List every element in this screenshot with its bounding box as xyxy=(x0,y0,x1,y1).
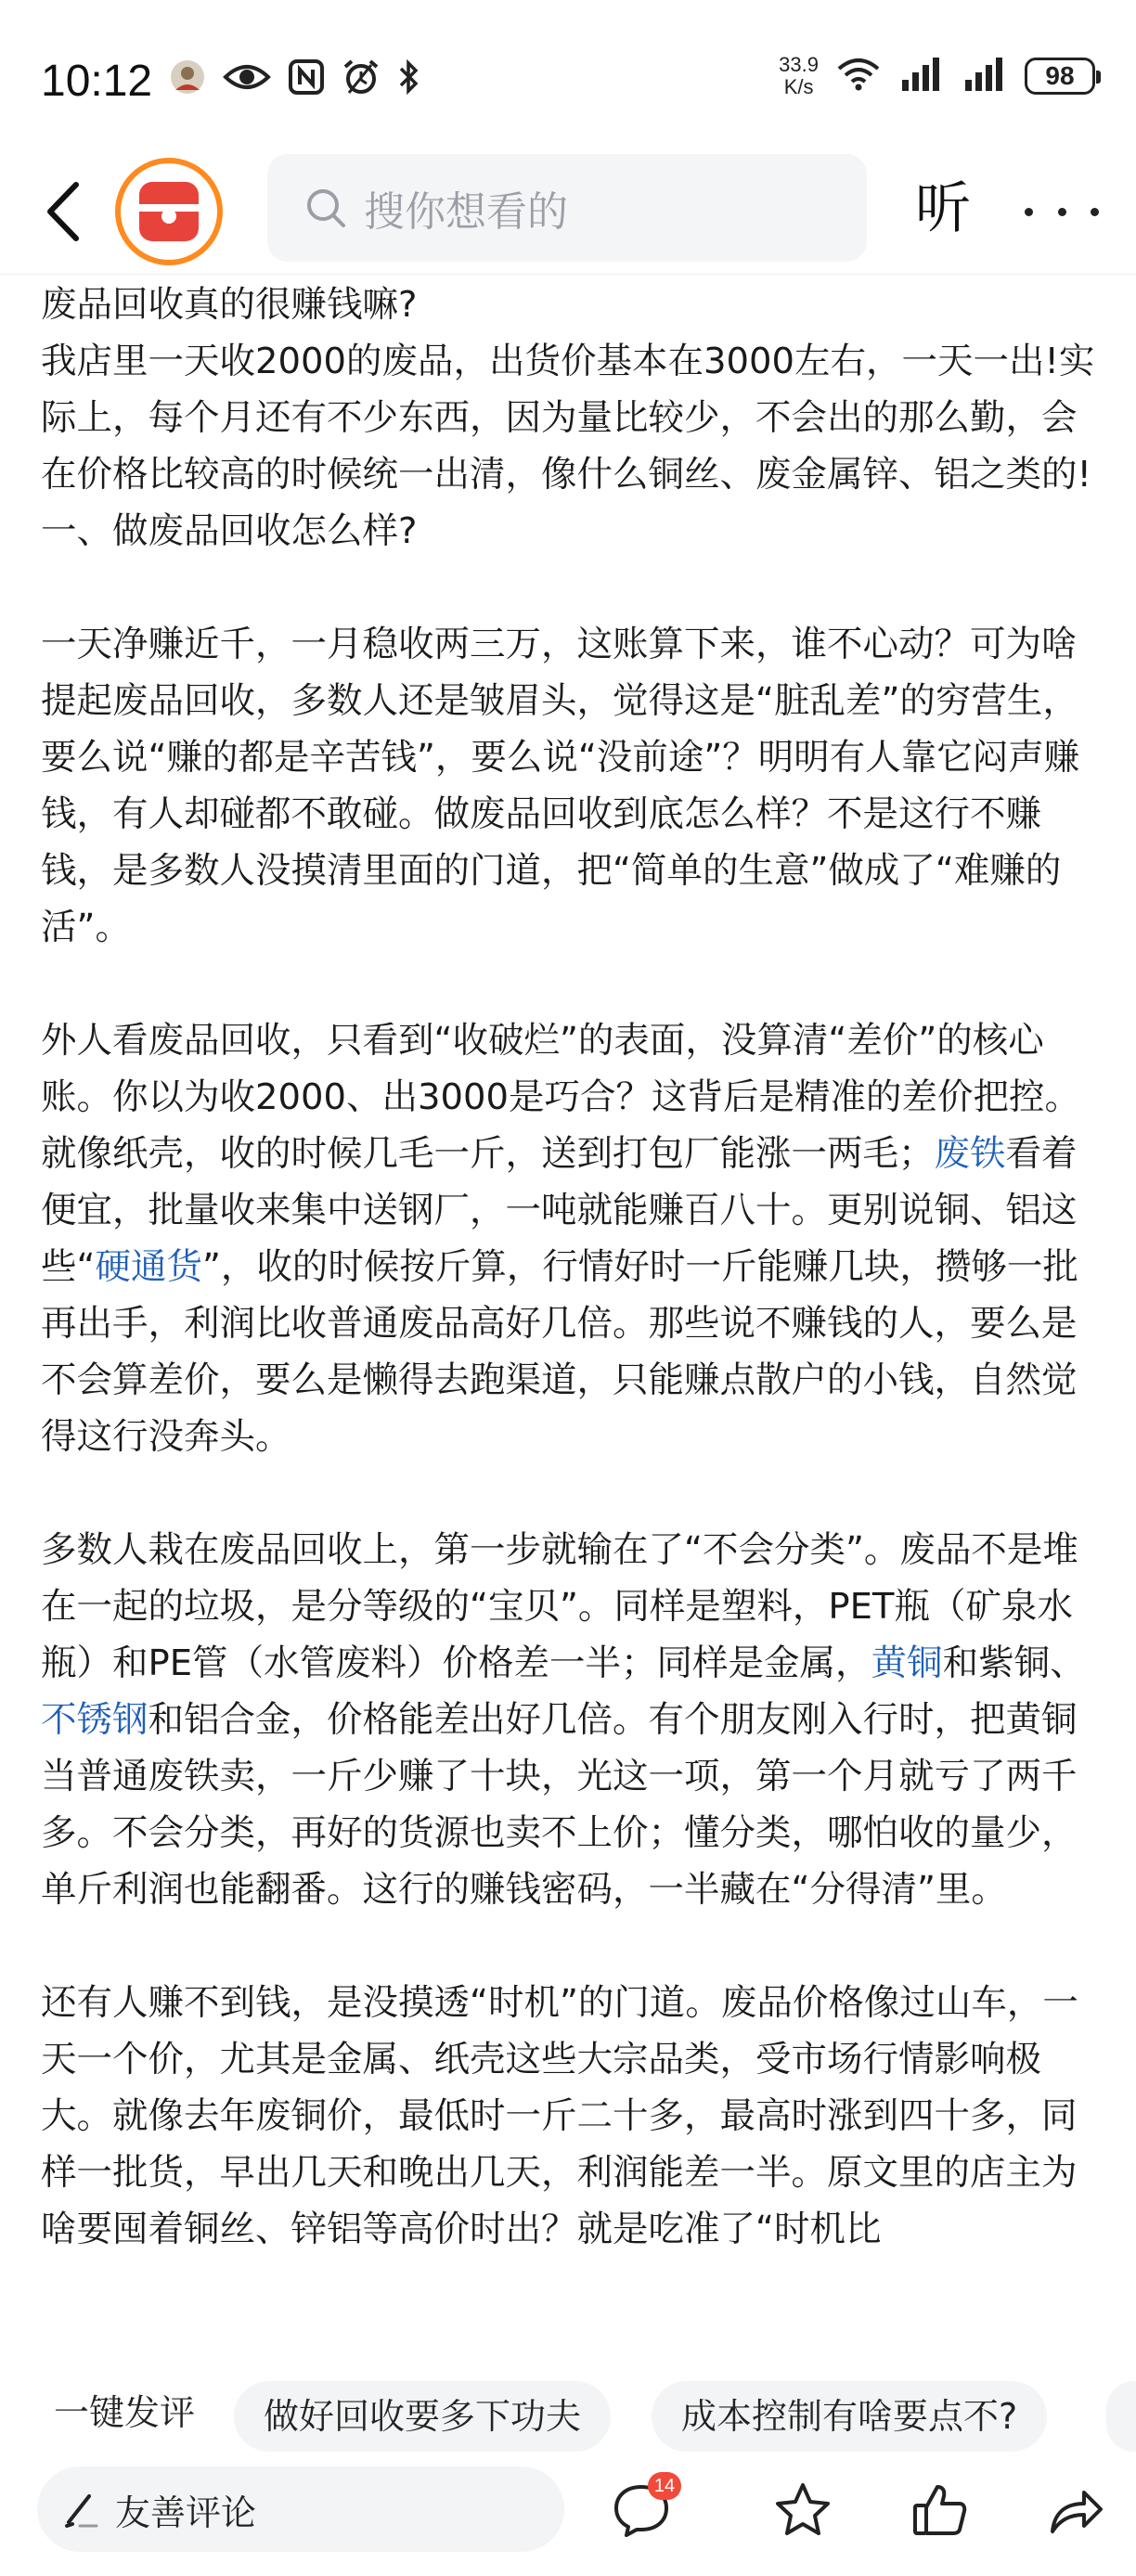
suggestion-chip-partial[interactable] xyxy=(1106,2381,1136,2452)
bluetooth-icon xyxy=(397,58,421,100)
article-paragraph: 一天净赚近千，一月稳收两三万，这账算下来，谁不心动？可为啥提起废品回收，多数人还是皱眉头，觉得这是“脏乱差”的穷营生，要么说“赚的都是辛苦钱”，要么说“没前途”？明明有人靠它闷声赚钱，有人却碰都不敢碰。做废品回收到底怎么样？不是这行不赚钱，是多数人没摸清里面的门道，把“简单的生意”做成了“难赚的活”。 xyxy=(41,624,1080,948)
listen-button[interactable]: 听 xyxy=(915,176,971,241)
pen-icon xyxy=(59,2487,104,2531)
more-dot xyxy=(1025,208,1033,216)
comment-placeholder: 友善评论 xyxy=(115,2492,257,2533)
nfc-icon xyxy=(288,58,325,99)
alarm-icon xyxy=(342,58,381,100)
article-paragraph: 我店里一天收2000的废品，出货价基本在3000左右，一天一出!实际上，每个月还有不少东西，因为量比较少，不会出的那么勤，会在价格比较高的时候统一出清，像什么铜丝、废金属锌、铝之类的! xyxy=(41,341,1095,496)
keyword-link-stainless-steel[interactable]: 不锈钢 xyxy=(41,1699,148,1741)
avatar-icon xyxy=(169,58,206,99)
favorite-button[interactable] xyxy=(772,2479,833,2541)
article-paragraph: 废品回收真的很赚钱嘛? xyxy=(41,284,418,326)
chevron-left-icon xyxy=(45,179,82,244)
net-speed: 33.9 K/s xyxy=(779,53,819,98)
share-icon xyxy=(1045,2479,1106,2541)
article-body xyxy=(41,277,1099,2361)
comment-count-badge: 14 xyxy=(648,2472,681,2500)
article-paragraph: 外人看废品回收，只看到“收破烂”的表面，没算清“差价”的核心账。你以为收2000、出3000是巧合？这背后是精准的差价把控。就像纸壳，收的时候几毛一斤，送到打包厂能涨一两毛；废铁看着便宜，批量收来集中送钢厂，一吨就能赚百八十。更别说铜、铝这些“硬通货”，收的时候按斤算，行情好时一斤能赚几块，攒够一批再出手，利润比收普通废品高好几倍。那些说不赚钱的人，要么是不会算差价，要么是懒得去跑渠道，只能赚点散户的小钱，自然觉得这行没奔头。 xyxy=(41,1020,1080,1458)
more-dot xyxy=(1058,208,1066,216)
back-button[interactable] xyxy=(35,174,91,249)
status-time: 10:12 xyxy=(41,57,153,106)
status-left-icons xyxy=(169,58,421,100)
comment-button[interactable] xyxy=(611,2476,676,2541)
battery-indicator: 98 xyxy=(1025,58,1095,95)
status-bar xyxy=(0,0,1136,148)
top-nav-bar xyxy=(0,148,1136,275)
suggested-comments xyxy=(0,2363,1136,2463)
suggestion-chip[interactable]: 做好回收要多下功夫 xyxy=(234,2381,611,2452)
comment-input[interactable] xyxy=(37,2467,564,2552)
share-button[interactable] xyxy=(1045,2479,1106,2541)
more-options-button[interactable] xyxy=(1025,174,1099,249)
signal-icon-2 xyxy=(962,56,1008,97)
quick-reply-button[interactable]: 一键发评 xyxy=(54,2392,196,2433)
search-bar[interactable] xyxy=(267,154,867,262)
red-envelope-icon xyxy=(139,182,199,241)
keyword-link-scrap-iron[interactable]: 废铁 xyxy=(934,1133,1006,1175)
eye-icon xyxy=(223,58,271,99)
article-paragraph: 多数人栽在废品回收上，第一步就输在了“不会分类”。废品不是堆在一起的垃圾，是分等级的“宝贝”。同样是塑料，PET瓶（矿泉水瓶）和PE管（水管废料）价格差一半；同样是金属，黄铜和紫铜、不锈钢和铝合金，价格能差出好几倍。有个朋友刚入行时，把黄铜当普通废铁卖，一斤少赚了十块，光这一项，第一个月就亏了两千多。不会分类，再好的货源也卖不上价；懂分类，哪怕收的量少，单斤利润也能翻番。这行的赚钱密码，一半藏在“分得清”里。 xyxy=(41,1529,1086,1911)
article-paragraph: 还有人赚不到钱，是没摸透“时机”的门道。废品价格像过山车，一天一个价，尤其是金属、纸壳这些大宗品类，受市场行情影响极大。就像去年废铜价，最低时一斤二十多，最高时涨到四十多，同样一批货，早出几天和晚出几天，利润能差一半。原文里的店主为啥要囤着铜丝、锌铝等高价时出？就是吃准了“时机比 xyxy=(41,1982,1078,2250)
thumbs-up-icon xyxy=(910,2479,971,2541)
keyword-link-brass[interactable]: 黄铜 xyxy=(871,1642,943,1684)
keyword-link-hard-currency[interactable]: 硬通货 xyxy=(95,1246,202,1288)
suggestion-chip[interactable]: 成本控制有啥要点不? xyxy=(652,2381,1047,2452)
section-heading: 一、做废品回收怎么样? xyxy=(41,510,418,552)
star-icon xyxy=(772,2479,833,2541)
signal-icon-1 xyxy=(898,56,945,97)
search-icon xyxy=(303,185,349,231)
search-placeholder: 搜你想看的 xyxy=(364,188,568,236)
wifi-icon xyxy=(835,56,882,97)
bottom-action-bar xyxy=(0,2463,1136,2576)
more-dot xyxy=(1091,208,1099,216)
app-logo[interactable] xyxy=(115,158,223,265)
status-right-icons xyxy=(779,54,1095,98)
like-button[interactable] xyxy=(910,2479,971,2541)
